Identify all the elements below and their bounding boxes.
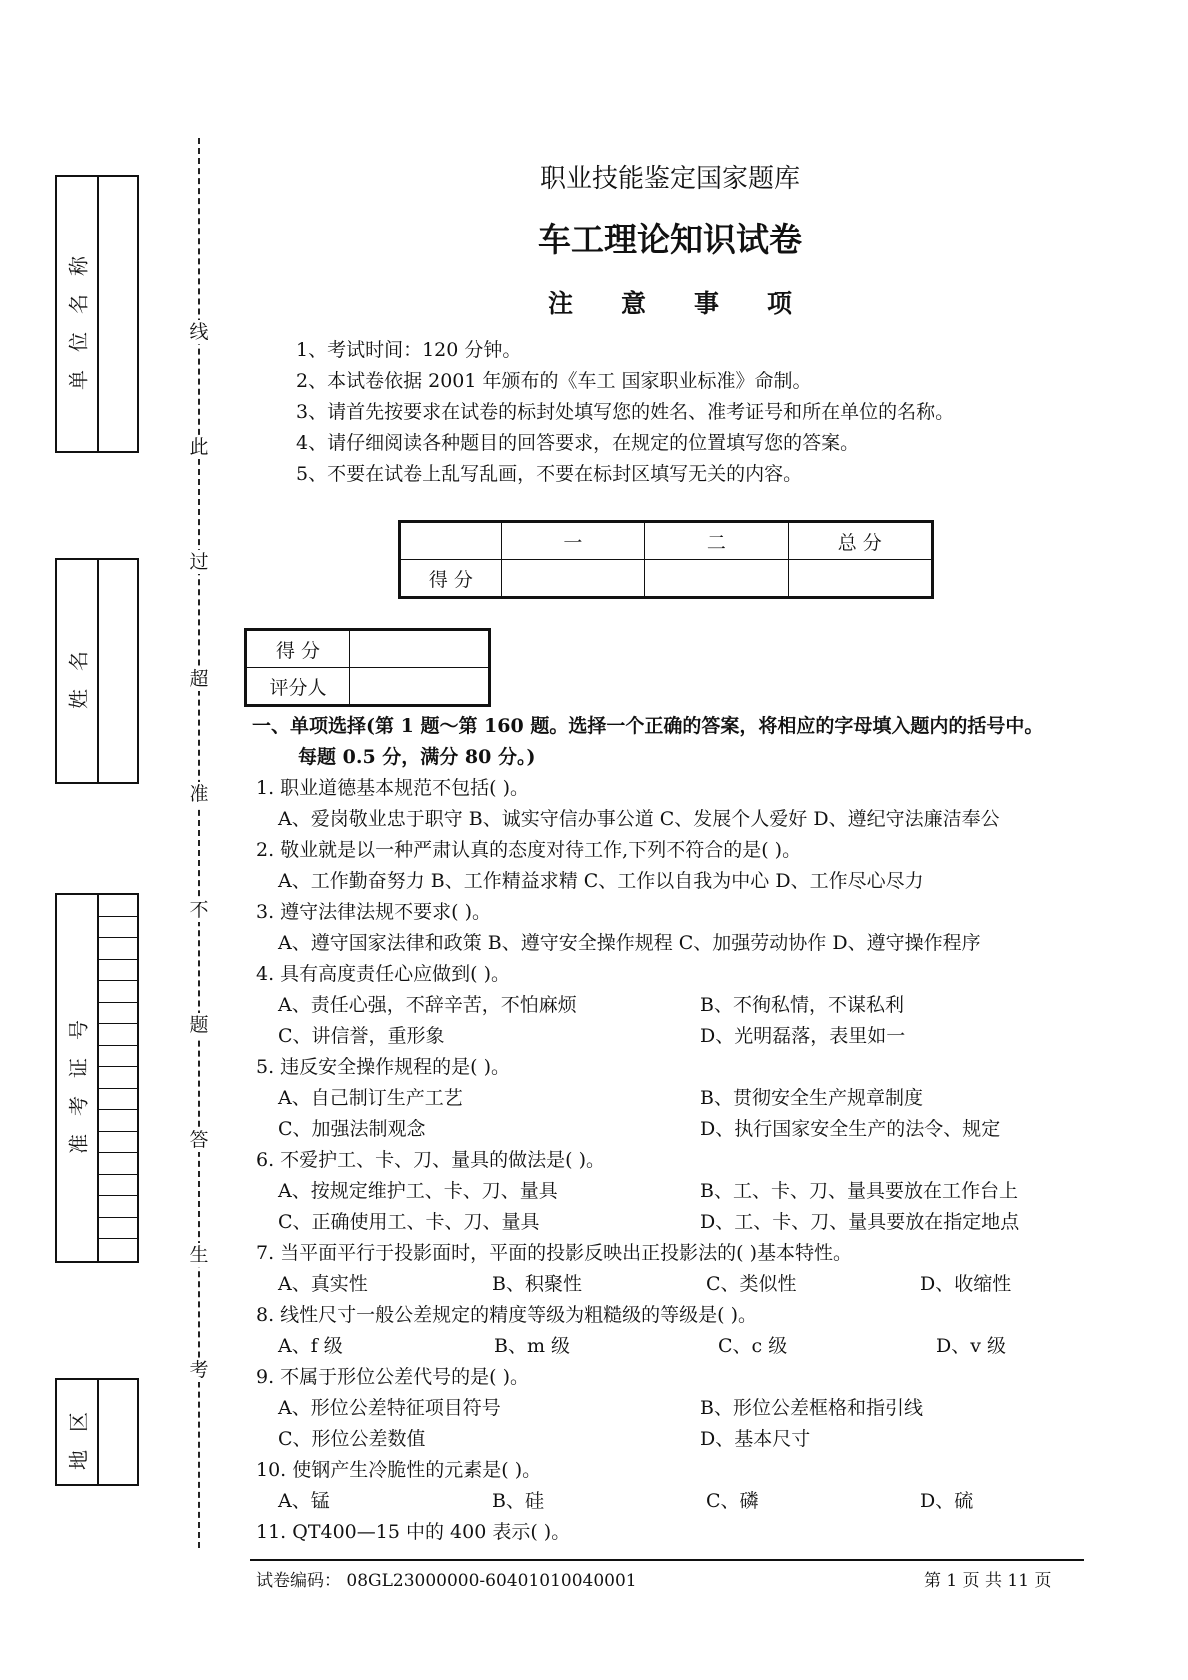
name-field[interactable] bbox=[97, 560, 137, 782]
question-text: 2. 敬业就是以一种严肃认真的态度对待工作,下列不符合的是( )。 bbox=[256, 839, 802, 861]
cut-line-char: 生 bbox=[184, 1243, 214, 1267]
section-heading bbox=[252, 711, 1092, 773]
question-text: 7. 当平面平行于投影面时，平面的投影反映出正投影法的( )基本特性。 bbox=[256, 1242, 853, 1264]
page-number: 第 1 页 共 11 页 bbox=[924, 1571, 1052, 1591]
question-text: 10. 使钢产生冷脆性的元素是( )。 bbox=[256, 1459, 542, 1481]
question-option: D、光明磊落，表里如一 bbox=[700, 1025, 906, 1047]
cut-line-char: 线 bbox=[184, 320, 214, 344]
exam-id-label: 准考证号 bbox=[66, 1002, 91, 1154]
notice-item: 5、不要在试卷上乱写乱画，不要在标封区填写无关的内容。 bbox=[296, 463, 803, 485]
question-option: C、正确使用工、卡、刀、量具 bbox=[278, 1211, 540, 1233]
cut-line-char: 答 bbox=[184, 1128, 214, 1152]
exam-code: 试卷编码： 08GL23000000-60401010040001 bbox=[256, 1571, 637, 1591]
question-option: A、爱岗敬业忠于职守 B、诚实守信办事公道 C、发展个人爱好 D、遵纪守法廉洁奉公 bbox=[278, 808, 1000, 830]
unit-name-field[interactable] bbox=[97, 177, 137, 451]
region-field[interactable] bbox=[97, 1380, 137, 1484]
question-option: B、不徇私情，不谋私利 bbox=[700, 994, 904, 1016]
unit-name-label: 单位名称 bbox=[66, 238, 91, 390]
question-option: C、磷 bbox=[706, 1490, 759, 1512]
question-text: 11. QT400—15 中的 400 表示( )。 bbox=[256, 1521, 571, 1543]
question-option: C、形位公差数值 bbox=[278, 1428, 426, 1450]
notice-heading: 注意事项 bbox=[547, 289, 840, 318]
region-box bbox=[55, 1378, 139, 1486]
cut-line-char: 此 bbox=[184, 435, 214, 459]
question-option: A、锰 bbox=[278, 1490, 330, 1512]
notice-item: 1、考试时间：120 分钟。 bbox=[296, 339, 522, 361]
question-option: A、按规定维护工、卡、刀、量具 bbox=[278, 1180, 558, 1202]
question-option: A、责任心强，不辞辛苦，不怕麻烦 bbox=[278, 994, 577, 1016]
question-option: D、硫 bbox=[920, 1490, 974, 1512]
question-option: B、工、卡、刀、量具要放在工作台上 bbox=[700, 1180, 1018, 1202]
cut-line-char: 考 bbox=[184, 1358, 214, 1382]
unit-name-box bbox=[55, 175, 139, 453]
question-option: D、工、卡、刀、量具要放在指定地点 bbox=[700, 1211, 1020, 1233]
question-text: 5. 违反安全操作规程的是( )。 bbox=[256, 1056, 511, 1078]
score-cell[interactable] bbox=[788, 560, 932, 598]
cut-line-char: 不 bbox=[184, 898, 214, 922]
question-text: 8. 线性尺寸一般公差规定的精度等级为粗糙级的等级是( )。 bbox=[256, 1304, 758, 1326]
question-option: B、m 级 bbox=[494, 1335, 571, 1357]
section-grader-table bbox=[244, 628, 491, 707]
question-option: D、v 级 bbox=[936, 1335, 1007, 1357]
question-option: B、形位公差框格和指引线 bbox=[700, 1397, 923, 1419]
cut-line-char: 超 bbox=[184, 667, 214, 691]
name-label: 姓名 bbox=[66, 633, 91, 709]
name-box bbox=[55, 558, 139, 784]
question-text: 6. 不爱护工、卡、刀、量具的做法是( )。 bbox=[256, 1149, 606, 1171]
question-text: 1. 职业道德基本规范不包括( )。 bbox=[256, 777, 530, 799]
notice-item: 2、本试卷依据 2001 年颁布的《车工 国家职业标准》命制。 bbox=[296, 370, 812, 392]
question-option: A、真实性 bbox=[278, 1273, 368, 1295]
question-option: A、遵守国家法律和政策 B、遵守安全操作规程 C、加强劳动协作 D、遵守操作程序 bbox=[278, 932, 981, 954]
grader-name-label: 评分人 bbox=[246, 668, 350, 706]
question-option: D、基本尺寸 bbox=[700, 1428, 811, 1450]
notice-item: 3、请首先按要求在试卷的标封处填写您的姓名、准考证号和所在单位的名称。 bbox=[296, 401, 955, 423]
exam-id-cells[interactable] bbox=[97, 895, 137, 1261]
score-header-cell: 一 bbox=[501, 522, 644, 560]
question-option: B、积聚性 bbox=[492, 1273, 582, 1295]
grader-score-cell[interactable] bbox=[350, 630, 490, 668]
question-option: D、执行国家安全生产的法令、规定 bbox=[700, 1118, 1001, 1140]
section-heading-line: 一、单项选择(第 1 题～第 160 题。选择一个正确的答案，将相应的字母填入题内的括号中。 bbox=[252, 715, 1044, 737]
question-option: D、收缩性 bbox=[920, 1273, 1012, 1295]
notice-list bbox=[296, 335, 954, 490]
footer-rule bbox=[250, 1559, 1084, 1561]
question-option: A、工作勤奋努力 B、工作精益求精 C、工作以自我为中心 D、工作尽心尽力 bbox=[278, 870, 924, 892]
grader-name-cell[interactable] bbox=[350, 668, 490, 706]
cut-line-char: 过 bbox=[184, 550, 214, 574]
question-text: 3. 遵守法律法规不要求( )。 bbox=[256, 901, 492, 923]
question-option: A、f 级 bbox=[278, 1335, 343, 1357]
section-heading-line: 每题 0.5 分，满分 80 分。) bbox=[298, 746, 536, 768]
exam-bank-title: 职业技能鉴定国家题库 bbox=[539, 164, 800, 194]
score-row-label: 得 分 bbox=[400, 560, 502, 598]
question-option: A、自己制订生产工艺 bbox=[278, 1087, 463, 1109]
score-cell[interactable] bbox=[645, 560, 788, 598]
score-summary-table bbox=[398, 520, 934, 599]
grader-score-label: 得 分 bbox=[246, 630, 350, 668]
exam-id-box bbox=[55, 893, 139, 1263]
score-header-cell bbox=[400, 522, 502, 560]
cut-line-char: 准 bbox=[184, 782, 214, 806]
region-label: 地区 bbox=[66, 1394, 91, 1470]
binding-cut-line bbox=[198, 138, 200, 1548]
question-text: 9. 不属于形位公差代号的是( )。 bbox=[256, 1366, 530, 1388]
score-header-cell: 二 bbox=[645, 522, 788, 560]
question-option: C、c 级 bbox=[718, 1335, 788, 1357]
exam-title: 车工理论知识试卷 bbox=[538, 220, 802, 259]
question-option: A、形位公差特征项目符号 bbox=[278, 1397, 501, 1419]
score-header-cell: 总 分 bbox=[788, 522, 932, 560]
question-option: B、贯彻安全生产规章制度 bbox=[700, 1087, 923, 1109]
question-text: 4. 具有高度责任心应做到( )。 bbox=[256, 963, 511, 985]
question-option: C、加强法制观念 bbox=[278, 1118, 426, 1140]
cut-line-char: 题 bbox=[184, 1013, 214, 1037]
question-option: C、讲信誉，重形象 bbox=[278, 1025, 445, 1047]
score-cell[interactable] bbox=[501, 560, 644, 598]
notice-item: 4、请仔细阅读各种题目的回答要求，在规定的位置填写您的答案。 bbox=[296, 432, 860, 454]
question-option: B、硅 bbox=[492, 1490, 544, 1512]
question-option: C、类似性 bbox=[706, 1273, 797, 1295]
